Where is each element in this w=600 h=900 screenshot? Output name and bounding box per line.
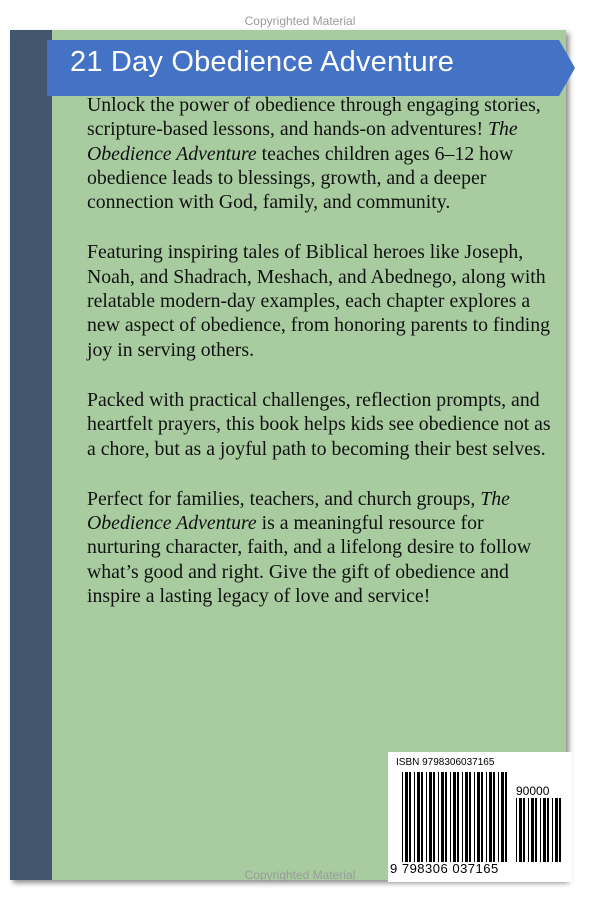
barcode-bar [486,772,487,862]
barcode-bar [414,772,415,862]
barcode-bar [489,772,492,862]
barcode-bar [465,772,468,862]
watermark-top: Copyrighted Material [244,14,356,28]
barcode-bar [469,772,471,862]
barcode-bar [450,772,451,862]
barcode-bar [433,772,435,862]
barcode-bar [441,772,444,862]
barcode-bar [531,798,534,862]
barcode-bar [523,798,525,862]
barcode-bar [559,798,561,862]
barcode-bar [421,772,423,862]
book-back-cover [10,30,566,880]
isbn-barcode [388,752,572,882]
price-code: 90000 [516,784,550,798]
barcode-bar [501,772,504,862]
blurb-paragraph-2: Featuring inspiring tales of Biblical heroes like Joseph, Noah, and Shadrach, Meshach, and Abednego, along with relatable modern-day examples, each chapter explores a new aspect of obedience, from honoring parents to finding joy in serving others. [87,241,551,361]
barcode-bar [453,772,456,862]
book-title-italic: The Obedience Adventure [87,118,518,165]
isbn-label: ISBN 9798306037165 [396,757,495,768]
barcode-bar [540,798,541,862]
barcode-bar [429,772,432,862]
barcode-digits: 9 798306 037165 [390,861,499,876]
barcode-bar [477,772,480,862]
barcode-bar [493,772,495,862]
barcode-bar [438,772,439,862]
blurb-paragraph-3: Packed with practical challenges, reflection prompts, and heartfelt prayers, this book helps kids see obedience not as a chore, but as a joyful path to becoming their best selves. [87,388,551,460]
barcode-bar [445,772,447,862]
barcode-bar [405,772,408,862]
book-title-italic: The Obedience Adventure [87,487,510,535]
barcode-bar [474,772,475,862]
barcode-bar [547,798,549,862]
watermark-bottom: Copyrighted Material [244,868,356,882]
barcode-bar [417,772,420,862]
barcode-bar [505,772,507,862]
blurb-paragraph-4: Perfect for families, teachers, and church groups, The Obedience Adventure is a meaningful resource for nurturing character, faith, and a lifelong desire to follow what’s good and right. Give the gift of obedience and inspire a lasting legacy of love and service! [87,487,532,608]
blurb-paragraph-1: Unlock the power of obedience through engaging stories, scripture-based lessons, and hands-on adventures! The Obedience Adventure teaches children ages 6–12 how obedience leads to blessings, growth, and a deeper connection with God, family, and community. [87,94,541,214]
barcode-bar [552,798,553,862]
barcode-bar [519,798,522,862]
barcode-bar [426,772,427,862]
barcode-bar [543,798,546,862]
barcode-bar [498,772,499,862]
barcode-bar [462,772,463,862]
barcode-bar [516,798,517,862]
barcode-bar [457,772,459,862]
book-title: 21 Day Obedience Adventure [70,46,455,78]
barcode-bar [535,798,537,862]
barcode-bar [528,798,529,862]
spine-bar [10,30,52,880]
title-banner-arrow [559,40,575,96]
barcode-bar [402,772,403,862]
barcode-bar [481,772,483,862]
blurb [87,93,553,634]
barcode-bar [409,772,411,862]
barcode-bar [555,798,558,862]
